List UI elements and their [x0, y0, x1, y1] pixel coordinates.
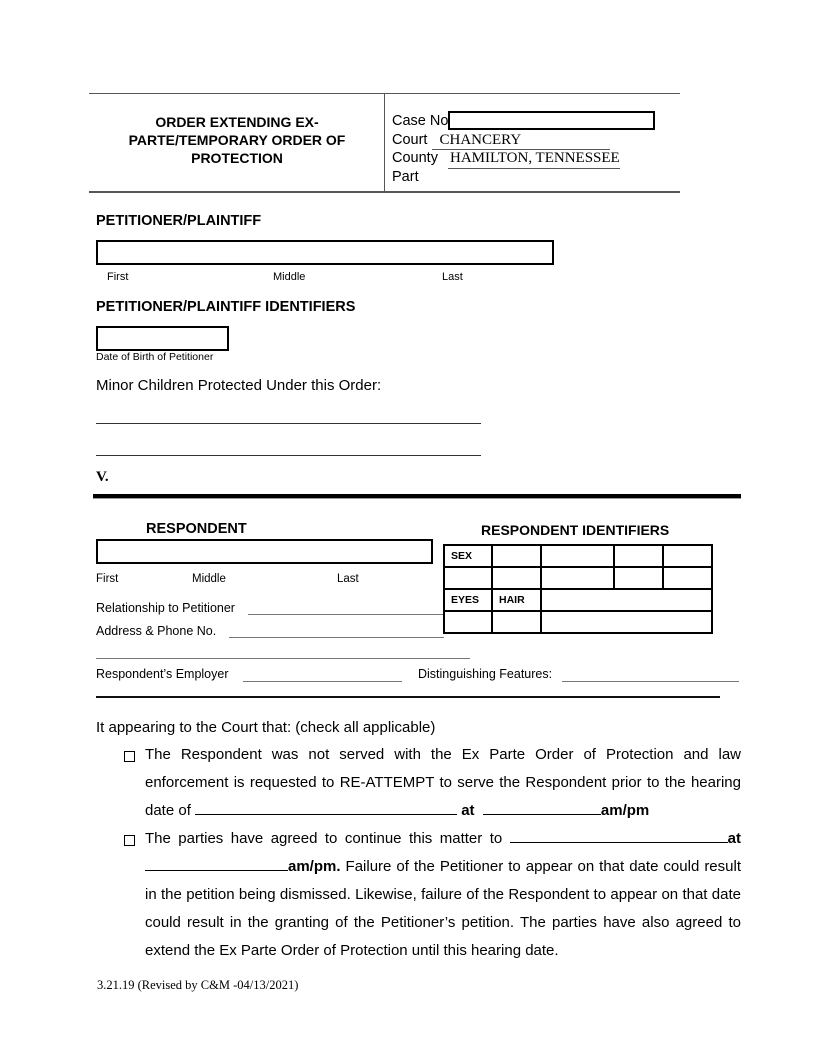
case-info	[392, 112, 655, 186]
finding-1-text: The Respondent was not served with the Ex Parte Order of Protection and law enforcement is requested to RE-ATTEMPT to serve the Respondent prior to the hearing date of at am/pm	[145, 746, 741, 819]
revision-footer: 3.21.19 (Revised by C&M -04/13/2021)	[97, 978, 299, 992]
hair-label: HAIR	[492, 589, 541, 611]
dob-field[interactable]	[96, 326, 229, 351]
finding-2-checkbox[interactable]	[124, 835, 135, 846]
dob-label: Date of Birth of Petitioner	[96, 351, 214, 363]
petitioner-first-label: First	[107, 271, 129, 283]
identifier-value-cell[interactable]	[492, 567, 541, 589]
petitioner-last-label: Last	[442, 271, 463, 283]
finding-1-checkbox[interactable]	[124, 751, 135, 762]
identifier-value-cell[interactable]	[541, 611, 712, 633]
sex-value-cell[interactable]	[444, 567, 492, 589]
county-label: County	[392, 150, 438, 166]
case-no-field[interactable]	[448, 111, 655, 130]
court-field[interactable]: CHANCERY	[432, 131, 610, 151]
address-label: Address & Phone No.	[96, 624, 217, 638]
hearing-time-field[interactable]	[483, 800, 601, 815]
distinguishing-line[interactable]	[562, 681, 739, 682]
hair-value-cell[interactable]	[492, 611, 541, 633]
respondent-first-label: First	[96, 573, 119, 585]
versus-label: V.	[96, 469, 109, 485]
section-divider	[93, 494, 741, 499]
employer-line[interactable]	[243, 681, 402, 682]
minor-children-line-1[interactable]	[96, 423, 481, 424]
relationship-line[interactable]	[248, 614, 444, 615]
address-line-2[interactable]	[96, 658, 470, 659]
hearing-date-field[interactable]	[195, 800, 457, 815]
header-bottom-rule	[89, 191, 680, 193]
court-label: Court	[392, 131, 428, 148]
county-row	[392, 149, 655, 168]
case-no-row	[392, 112, 655, 131]
document-title: ORDER EXTENDING EX- PARTE/TEMPORARY ORDER OF PROTECTION	[128, 114, 346, 166]
findings-intro: It appearing to the Court that: (check all applicable)	[96, 719, 436, 736]
minor-children-line-2[interactable]	[96, 455, 481, 456]
sex-label: SEX	[444, 545, 492, 567]
distinguishing-label: Distinguishing Features:	[418, 667, 553, 681]
respondent-middle-label: Middle	[192, 573, 226, 585]
relationship-label: Relationship to Petitioner	[96, 601, 235, 615]
county-field[interactable]: HAMILTON, TENNESSEE	[448, 149, 620, 169]
continuance-date-field[interactable]	[510, 828, 728, 843]
petitioner-identifiers-heading: PETITIONER/PLAINTIFF IDENTIFIERS	[96, 299, 356, 315]
finding-2-text: The parties have agreed to continue this matter to at am/pm. Failure of the Petitioner to appear on that date could result in the petition being dismissed. Likewise, failure of the Respondent to appear on that date could result in the granting of the Petitioner’s petition. The parties have also agreed to extend the Ex Parte Order of Protection until this hearing date.	[145, 830, 742, 959]
identifier-header-cell	[663, 545, 712, 567]
respondent-identifiers-heading: RESPONDENT IDENTIFIERS	[481, 522, 670, 538]
identifier-header-cell	[492, 545, 541, 567]
respondent-identifiers-table	[443, 544, 713, 634]
eyes-value-cell[interactable]	[444, 611, 492, 633]
petitioner-name-field[interactable]	[96, 240, 554, 265]
respondent-name-field[interactable]	[96, 539, 433, 564]
minor-children-label: Minor Children Protected Under this Order:	[96, 377, 382, 394]
part-row	[392, 168, 655, 187]
identifier-value-cell[interactable]	[663, 567, 712, 589]
part-label: Part	[392, 168, 419, 185]
petitioner-middle-label: Middle	[273, 271, 306, 283]
petitioner-heading: PETITIONER/PLAINTIFF	[96, 213, 262, 229]
identifier-header-cell	[541, 545, 614, 567]
header-divider	[384, 93, 385, 191]
employer-label: Respondent’s Employer	[96, 667, 229, 681]
address-line[interactable]	[229, 637, 444, 638]
distinguishing-line-2[interactable]	[96, 696, 720, 698]
court-row	[392, 131, 655, 150]
identifier-header-cell	[614, 545, 663, 567]
continuance-time-field[interactable]	[145, 856, 288, 871]
identifier-header-cell	[541, 589, 712, 611]
eyes-label: EYES	[444, 589, 492, 611]
identifier-value-cell[interactable]	[614, 567, 663, 589]
case-no-label: Case No	[392, 113, 449, 129]
identifier-value-cell[interactable]	[541, 567, 614, 589]
respondent-heading: RESPONDENT	[146, 521, 247, 537]
respondent-last-label: Last	[337, 573, 359, 585]
